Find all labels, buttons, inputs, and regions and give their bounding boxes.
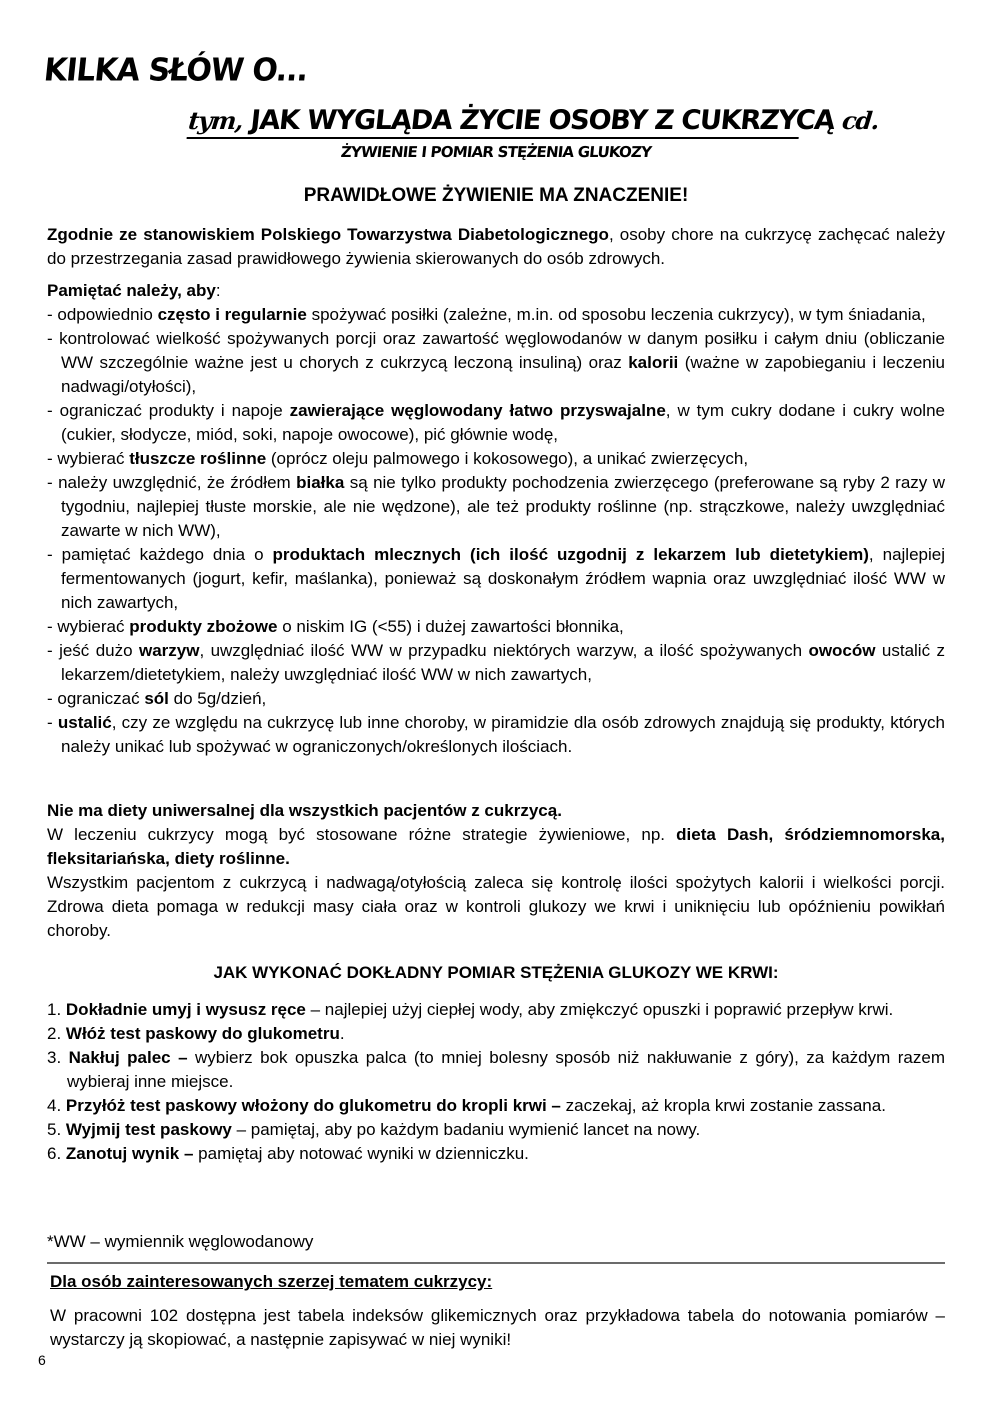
list-item: - ustalić, czy ze względu na cukrzycę lub inne choroby, w piramidzie dla osób zdrowych znajdują się produkty, których należy unikać lub spożywać w ograniczonych/określonych ilościach. (47, 713, 945, 756)
list-item: - wybierać tłuszcze roślinne (oprócz oleju palmowego i kokosowego), a unikać zwierzęcych, (47, 449, 749, 468)
list-item: 3. Nakłuj palec – wybierz bok opuszka palca (to mniej bolesny sposób niż nakłuwanie z góry), za każdym razem wybieraj inne miejsce. (47, 1048, 946, 1091)
section-heading-nutrition: PRAWIDŁOWE ŻYWIENIE MA ZNACZENIE! (303, 185, 689, 206)
footnote: *WW – wymiennik węglowodanowy (47, 1232, 314, 1251)
list-item: 5. Wyjmij test paskowy – pamiętaj, aby po każdym badaniu wymienić lancet na nowy. (47, 1120, 701, 1139)
list-item: 6. Zanotuj wynik – pamiętaj aby notować wyniki w dzienniczku. (47, 1144, 529, 1163)
remember-heading (47, 279, 945, 303)
more-info-body: W pracowni 102 dostępna jest tabela indeksów glikemicznych oraz przykładowa tabela do notowania pomiarów – wystarczy ją skopiować, a następnie zapisywać w niej wyniki! (50, 1306, 945, 1349)
title-prefix: tym, (186, 106, 244, 135)
remember-bold: Pamiętać należy, aby (47, 281, 216, 300)
list-item: - wybierać produkty zbożowe o niskim IG (<55) i dużej zawartości błonnika, (47, 617, 624, 636)
intro-rest: , osoby chore na cukrzycę zachęcać należy do przestrzegania zasad prawidłowego żywienia skierowanych do osób zdrowych. (47, 225, 945, 268)
list-item: 2. Włóż test paskowy do glukometru. (47, 1024, 345, 1043)
page-number: 6 (38, 1352, 46, 1368)
list-item: 1. Dokładnie umyj i wysusz ręce – najlepiej użyj ciepłej wody, aby zmiękczyć opuszki i poprawić przepływ krwi. (47, 1000, 894, 1019)
page-subtitle: ŻYWIENIE I POMIAR STĘŻENIA GLUKOZY (339, 143, 653, 161)
page-title (186, 105, 880, 139)
diet-section (47, 799, 945, 943)
list-item: - ograniczać sól do 5g/dzień, (47, 689, 267, 708)
diet-paragraph-1: W leczeniu cukrzycy mogą być stosowane różne strategie żywieniowe, np. dieta Dash, śródziemnomorska, fleksitariańska, diety roślinne. (47, 825, 945, 868)
intro-paragraph (47, 223, 945, 271)
list-item: - pamiętać każdego dnia o produktach mlecznych (ich ilość uzgodnij z lekarzem lub dietetykiem), najlepiej fermentowanych (jogurt, kefir, maślanka), ponieważ są doskonałym źródłem wapnia oraz uwzględniać ilość WW w nich zawartych, (47, 545, 946, 612)
divider (47, 1262, 945, 1264)
diet-paragraph-2: Wszystkim pacjentom z cukrzycą i nadwagą/otyłością zaleca się kontrolę ilości spożytych kalorii i wielkości porcji. Zdrowa dieta pomaga w redukcji masy ciała oraz w kontroli glukozy we krwi i uniknięciu lub opóźnieniu powikłań choroby. (47, 873, 945, 940)
intro-bold: Zgodnie ze stanowiskiem Polskiego Towarzystwa Diabetologicznego (47, 225, 609, 244)
kicker-heading: KILKA SŁÓW O... (42, 52, 310, 89)
more-info-heading: Dla osób zainteresowanych szerzej tematem cukrzycy: (50, 1272, 493, 1291)
nutrition-bullet-list (47, 303, 945, 759)
section-heading-glucose: JAK WYKONAĆ DOKŁADNY POMIAR STĘŻENIA GLUKOZY WE KRWI: (213, 963, 779, 982)
list-item: - należy uwzględnić, że źródłem białka są nie tylko produkty pochodzenia zwierzęcego (preferowane są ryby 2 razy w tygodniu, najlepiej tłuste morskie, ale nie wędzone), ale też produkty roślinne (np. strączkowe, należy uwzględniać zawarte w nich WW), (47, 473, 945, 540)
list-item: - odpowiednio często i regularnie spożywać posiłki (zależne, m.in. od sposobu leczenia cukrzycy), w tym śniadania, (47, 305, 926, 324)
title-main: JAK WYGLĄDA ŻYCIE OSOBY Z CUKRZYCĄ (240, 105, 844, 136)
list-item: - kontrolować wielkość spożywanych porcji oraz zawartość węglowodanów w danym posiłku i całym dniu (obliczanie WW szczególnie ważne jest u chorych z cukrzycą leczoną insuliną) oraz kalorii (ważne w zapobieganiu i leczeniu nadwagi/otyłości), (47, 329, 945, 396)
list-item: - ograniczać produkty i napoje zawierające węglowodany łatwo przyswajalne, w tym cukry dodane i cukry wolne (cukier, słodycze, miód, soki, napoje owocowe), pić głównie wodę, (47, 401, 945, 444)
title-suffix: cd. (840, 106, 880, 135)
list-item: 4. Przyłóż test paskowy włożony do glukometru do kropli krwi – zaczekaj, aż kropla krwi zostanie zassana. (47, 1096, 886, 1115)
diet-heading: Nie ma diety uniwersalnej dla wszystkich pacjentów z cukrzycą. (47, 801, 562, 820)
remember-colon: : (215, 281, 221, 300)
glucose-steps-list (47, 998, 945, 1166)
list-item: - jeść dużo warzyw, uwzględniać ilość WW w przypadku niektórych warzyw, a ilość spożywanych owoców ustalić z lekarzem/dietetykiem, należy uwzględniać ilość WW w nich zawartych, (47, 641, 945, 684)
